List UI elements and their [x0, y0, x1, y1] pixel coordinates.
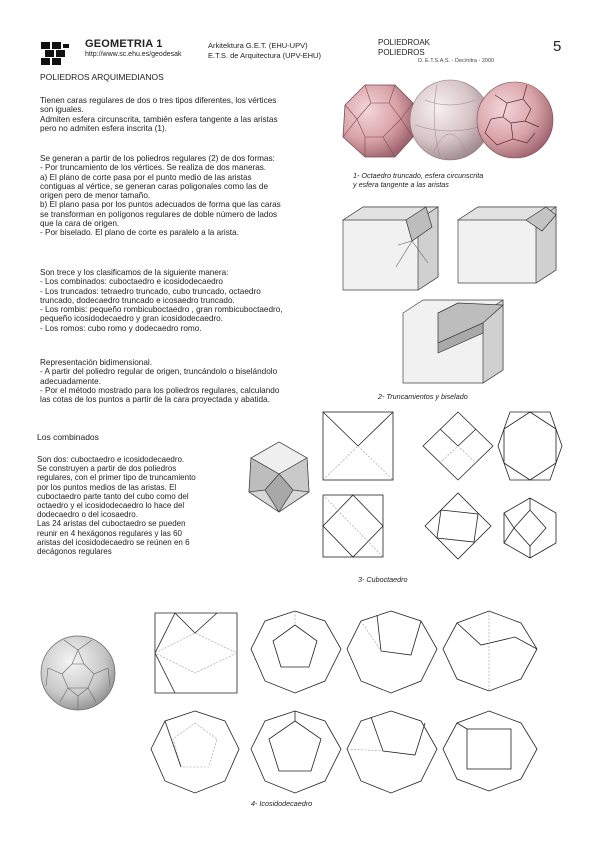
text-line: b) El plano pasa por los puntos adecuados de forma que las caras [40, 200, 281, 210]
text-line: Se generan a partir de los poliedros regulares (2) de dos formas: [40, 154, 275, 163]
text-line: se transforman en polígonos regulares de doble número de lados [40, 209, 278, 219]
school-name [208, 41, 321, 61]
text-line: - Los combinados: cuboctaedro e icosidodecaedro [40, 277, 223, 287]
truncated-octahedron-spheres-figure [335, 75, 555, 165]
text-line: dodecaedro o del icosaedro. [37, 510, 138, 520]
caption-line: 1- Octaedro truncado, esfera circunscrita [353, 171, 484, 180]
page-number: 5 [553, 38, 562, 55]
projection-2 [251, 611, 341, 693]
text-line: aristas del icosidodecaedro se reúnen en 6 [37, 537, 190, 547]
text-line: octaedro y el icosidodecaedro lo hace del [37, 501, 185, 511]
projection-6 [504, 498, 556, 558]
text-line: Las 24 aristas del cuboctaedro se pueden [37, 519, 186, 529]
tangent-sphere [477, 82, 553, 158]
projection-6 [251, 711, 341, 793]
topic-title [378, 38, 430, 58]
topic-line-1: POLIEDROAK [378, 38, 431, 47]
author-credit: D. E.T.S.A.S. - Dec/nitra - 2000 [418, 58, 495, 64]
projection-1 [323, 412, 393, 480]
text-line: contiguas al vértice, se generan caras poligonales como las de [40, 181, 269, 191]
projection-4 [323, 495, 383, 557]
icosidodecahedron-projections [145, 605, 565, 797]
text-line: a) El plano de corte pasa por el punto medio de las aristas [40, 172, 252, 182]
caption-line: 4- Icosidodecaedro [251, 799, 313, 808]
university-logo [41, 42, 71, 66]
text-line: cuboctaedro parte tanto del cubo como del [37, 491, 189, 501]
truncated-cube-a [343, 207, 438, 290]
cuboctahedron-projections [320, 410, 565, 580]
text-line: origen pero de menor tamaño. [40, 191, 151, 201]
projection-5 [151, 711, 239, 793]
projection-3 [347, 611, 437, 693]
figure-3-caption [358, 575, 408, 584]
projection-3 [498, 412, 562, 480]
projection-1 [155, 613, 237, 693]
intro-paragraph [40, 96, 330, 133]
text-line: - Por truncamiento de los vértices. Se realiza de dos maneras. [40, 163, 267, 173]
text-line: Son dos: cuboctaedro e icosidodecaedro. [37, 455, 185, 464]
generation-paragraph [40, 154, 330, 238]
text-line: - Los rombis: pequeño rombicuboctaedro , gran rombicuboctaedro, [40, 305, 283, 315]
text-line: pero no admiten esfera inscrita (1). [40, 123, 167, 133]
text-line: - Los truncados: tetraedro truncado, cubo truncado, octaedro [40, 286, 261, 296]
combined-title: Los combinados [37, 432, 99, 442]
text-line: adecuadamente. [40, 376, 101, 386]
representation-paragraph [40, 358, 330, 404]
classification-paragraph [40, 268, 330, 333]
text-line: - Por el método mostrado para los poliedros regulares, calculando [40, 385, 280, 395]
school-line-2: E.T.S. de Arquitectura (UPV-EHU) [208, 51, 321, 60]
text-line: decágonos regulares [37, 547, 112, 557]
figure-2-caption [378, 392, 468, 401]
projection-8 [443, 711, 537, 791]
text-line: que la cara de origen. [40, 219, 120, 229]
text-line: regulares, con el primer tipo de truncamiento [37, 473, 196, 483]
topic-line-2: POLIEDROS [378, 48, 425, 57]
caption-line: y esfera tangente a las aristas [353, 180, 449, 189]
truncation-bevel-figure [338, 205, 563, 390]
caption-line: 2- Truncamientos y biselado [378, 392, 468, 401]
text-line: - Por biselado. El plano de corte es paralelo a la arista. [40, 228, 239, 238]
text-line: - Los romos: cubo romo y dodecaedro romo. [40, 323, 202, 333]
solid-polyhedron-shape [343, 85, 413, 157]
projection-7 [347, 711, 437, 793]
text-line: truncado, dodecaedro truncado e icosaedro truncado. [40, 295, 235, 305]
school-line-1: Arkitektura G.E.T. (EHU-UPV) [208, 41, 308, 50]
projection-2 [423, 412, 493, 480]
beveled-cube [403, 300, 503, 383]
figure-1-caption [353, 171, 483, 189]
section-title: POLIEDROS ARQUIMEDIANOS [40, 72, 164, 82]
caption-line: 3- Cuboctaedro [358, 575, 408, 584]
text-line: Admiten esfera circunscrita, también esfera tangente a las aristas [40, 114, 278, 124]
text-line: Se construyen a partir de dos poliedros [37, 464, 177, 474]
text-line: pequeño icosidodecaedro y gran icosidodecaedro. [40, 314, 223, 324]
text-line: son iguales. [40, 105, 84, 115]
truncated-cube-b [458, 207, 556, 283]
figure-4-caption [251, 799, 312, 808]
projection-4 [443, 611, 537, 691]
text-line: Son trece y los clasificamos de la siguiente manera: [40, 268, 229, 277]
text-line: - A partir del poliedro regular de origen, truncándolo o biselándolo [40, 367, 278, 377]
text-line: Representación bidimensional. [40, 358, 152, 367]
icosidodecahedron-solid [38, 630, 118, 716]
text-line: reunir en 4 hexágonos regulares y las 60 [37, 528, 182, 538]
course-url: http://www.sc.ehu.es/geodesak [85, 51, 182, 58]
combined-paragraph [37, 455, 196, 556]
text-line: las cotas de los puntos a partir de la cara proyectada y abatida. [40, 395, 270, 405]
cuboctahedron-solid [245, 440, 313, 514]
course-title: GEOMETRIA 1 [85, 38, 163, 50]
text-line: por los puntos medios de las aristas. El [37, 482, 177, 492]
text-line: Tienen caras regulares de dos o tres tipos diferentes, los vértices [40, 96, 277, 105]
projection-5 [425, 493, 491, 559]
